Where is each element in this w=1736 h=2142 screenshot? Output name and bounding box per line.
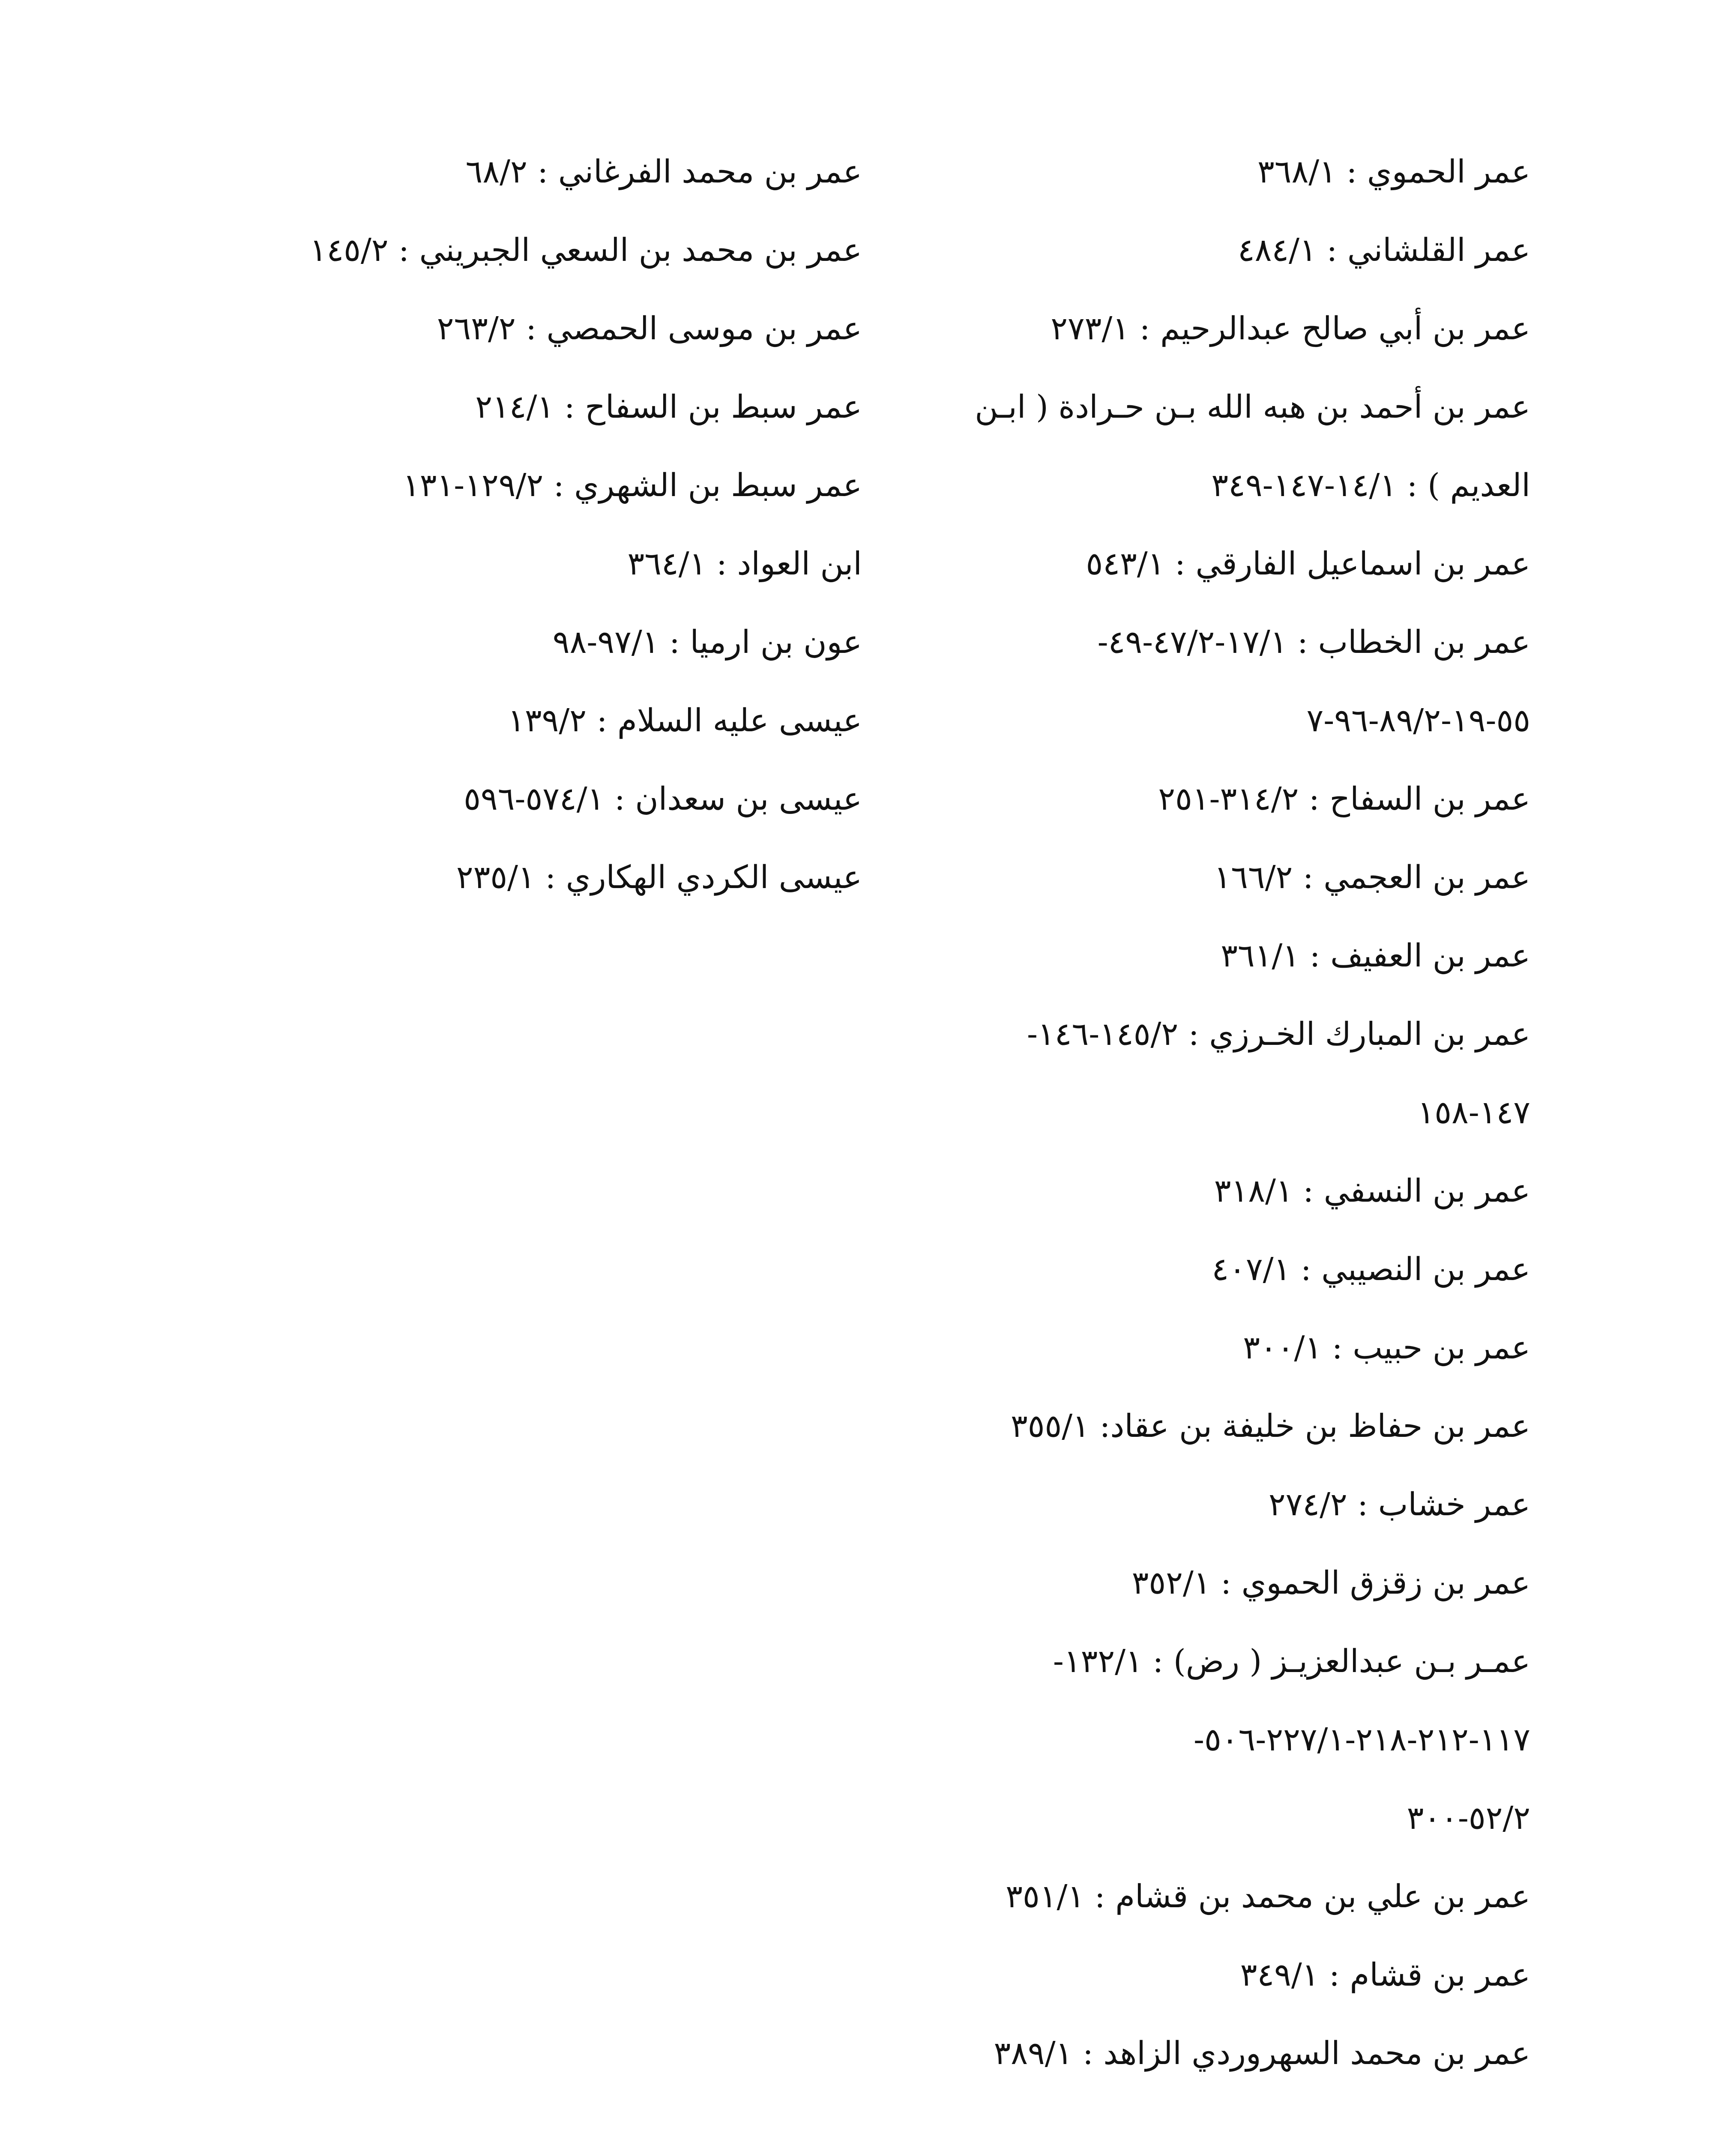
index-entry: ابن العواد : ٣٦٤/١ [627, 545, 862, 582]
index-entry: عمر بن موسى الحمصي : ٢٦٣/٢ [437, 310, 862, 347]
index-entry: عمر سبط بن الشهري : ١٢٩/٢-١٣١ [403, 467, 862, 504]
index-entry: عمر بن أحمد بن هبه الله بـن حـرادة ( ابـن [975, 389, 1530, 425]
index-entry: عمر بن علي بن محمد بن قشام : ٣٥١/١ [1006, 1878, 1530, 1915]
index-entry-continuation: ١٤٧-١٥٨ [1417, 1094, 1530, 1131]
index-entry-continuation: ٥٢/٢-٣٠٠ [1407, 1800, 1530, 1837]
index-entry: عمر بن النسفي : ٣١٨/١ [1214, 1173, 1530, 1209]
index-entry: عمـر بـن عبدالعزيـز ( رض) : ١٣٢/١- [1053, 1643, 1530, 1680]
index-entry: عمر بن محمد السهروردي الزاهد : ٣٨٩/١ [994, 2035, 1530, 2072]
index-entry: عون بن ارميا : ٩٧/١-٩٨ [552, 624, 862, 661]
index-entry-continuation: ٥٥-١٩-٨٩/٢-٩٦-٧ [1306, 702, 1530, 739]
index-entry: عمر سبط بن السفاح : ٢١٤/١ [475, 389, 862, 425]
index-entry: عمر بن السفاح : ٣١٤/٢-٢٥١ [1158, 781, 1530, 817]
index-entry: عمر بن العجمي : ١٦٦/٢ [1214, 859, 1530, 896]
index-entry: عمر بن حبيب : ٣٠٠/١ [1243, 1329, 1530, 1366]
index-entry: عمر الحموي : ٣٦٨/١ [1257, 153, 1530, 190]
index-entry: عمر القلشاني : ٤٨٤/١ [1237, 232, 1530, 269]
index-entry: عمر بن محمد بن السعي الجبريني : ١٤٥/٢ [309, 232, 862, 269]
index-entry: عيسى الكردي الهكاري : ٢٣٥/١ [456, 859, 862, 896]
index-column-left [241, 133, 862, 917]
index-entry-continuation: ١١٧-٢١٢-٢١٨-٢٢٧/١-٥٠٦- [1194, 1721, 1530, 1758]
index-entry: عمر بن اسماعيل الفارقي : ٥٤٣/١ [1086, 545, 1530, 582]
index-entry-continuation: العديم ) : ١٤/١-١٤٧-٣٤٩ [1211, 467, 1530, 504]
index-column-right [913, 133, 1530, 2093]
index-entry: عمر خشاب : ٢٧٤/٢ [1268, 1486, 1530, 1523]
index-entry: عمر بن محمد الفرغاني : ٦٨/٢ [465, 153, 862, 190]
index-entry: عمر بن النصيبي : ٤٠٧/١ [1212, 1251, 1530, 1288]
index-entry: عمر بن العفيف : ٣٦١/١ [1221, 937, 1530, 974]
index-entry: عمر بن حفاظ بن خليفة بن عقاد: ٣٥٥/١ [1011, 1408, 1530, 1445]
index-entry: عيسى عليه السلام : ١٣٩/٢ [508, 702, 862, 739]
index-entry: عمر بن أبي صالح عبدالرحيم : ٢٧٣/١ [1051, 310, 1530, 347]
index-entry: عمر بن قشام : ٣٤٩/١ [1240, 1957, 1530, 1993]
index-entry: عمر بن الخطاب : ١٧/١-٤٧/٢-٤٩- [1097, 624, 1530, 661]
index-entry: عمر بن المبارك الخـرزي : ١٤٥/٢-١٤٦- [1027, 1016, 1530, 1053]
index-entry: عمر بن زقزق الحموي : ٣٥٢/١ [1131, 1565, 1530, 1601]
index-entry: عيسى بن سعدان : ٥٧٤/١-٥٩٦ [464, 781, 862, 817]
